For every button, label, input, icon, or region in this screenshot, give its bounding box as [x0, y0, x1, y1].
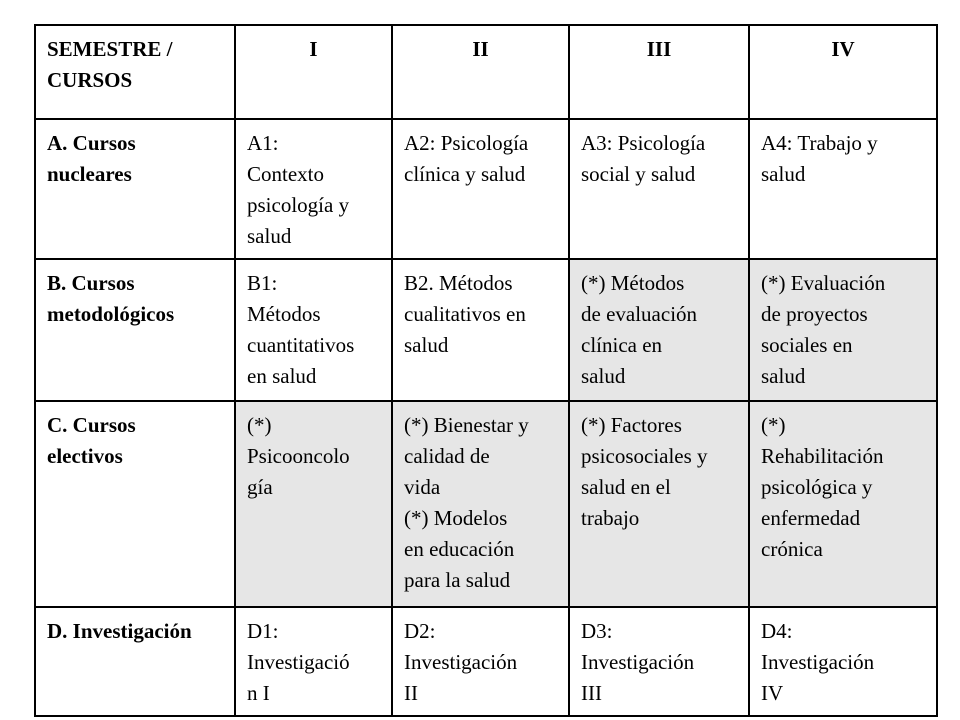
table-row — [35, 401, 937, 607]
header-row — [35, 25, 937, 119]
course-cell: D3: Investigación III — [569, 607, 749, 716]
course-cell: (*) Rehabilitación psicológica y enfermedad crónica — [749, 401, 937, 607]
course-cell: D2: Investigación II — [392, 607, 569, 716]
course-cell: (*) Psicooncolo gía — [235, 401, 392, 607]
row-label-investigacion: D. Investigación — [35, 607, 235, 716]
semester-header-i: I — [235, 25, 392, 119]
semester-header-iv: IV — [749, 25, 937, 119]
course-cell: (*) Factores psicosociales y salud en el trabajo — [569, 401, 749, 607]
table-row — [35, 259, 937, 401]
course-cell: (*) Métodos de evaluación clínica en salud — [569, 259, 749, 401]
corner-header-cell: SEMESTRE / CURSOS — [35, 25, 235, 119]
course-cell: (*) Evaluación de proyectos sociales en salud — [749, 259, 937, 401]
course-cell: B2. Métodos cualitativos en salud — [392, 259, 569, 401]
course-cell: (*) Bienestar y calidad de vida (*) Modelos en educación para la salud — [392, 401, 569, 607]
course-cell: A3: Psicología social y salud — [569, 119, 749, 259]
row-label-nucleares: A. Cursos nucleares — [35, 119, 235, 259]
row-label-electivos: C. Cursos electivos — [35, 401, 235, 607]
semester-header-ii: II — [392, 25, 569, 119]
semester-header-iii: III — [569, 25, 749, 119]
table-row — [35, 119, 937, 259]
course-cell: D1: Investigació n I — [235, 607, 392, 716]
row-label-metodologicos: B. Cursos metodológicos — [35, 259, 235, 401]
course-cell: A4: Trabajo y salud — [749, 119, 937, 259]
course-cell: A1: Contexto psicología y salud — [235, 119, 392, 259]
curriculum-table — [34, 24, 938, 717]
course-cell: A2: Psicología clínica y salud — [392, 119, 569, 259]
course-cell: B1: Métodos cuantitativos en salud — [235, 259, 392, 401]
table-row — [35, 607, 937, 716]
course-cell: D4: Investigación IV — [749, 607, 937, 716]
